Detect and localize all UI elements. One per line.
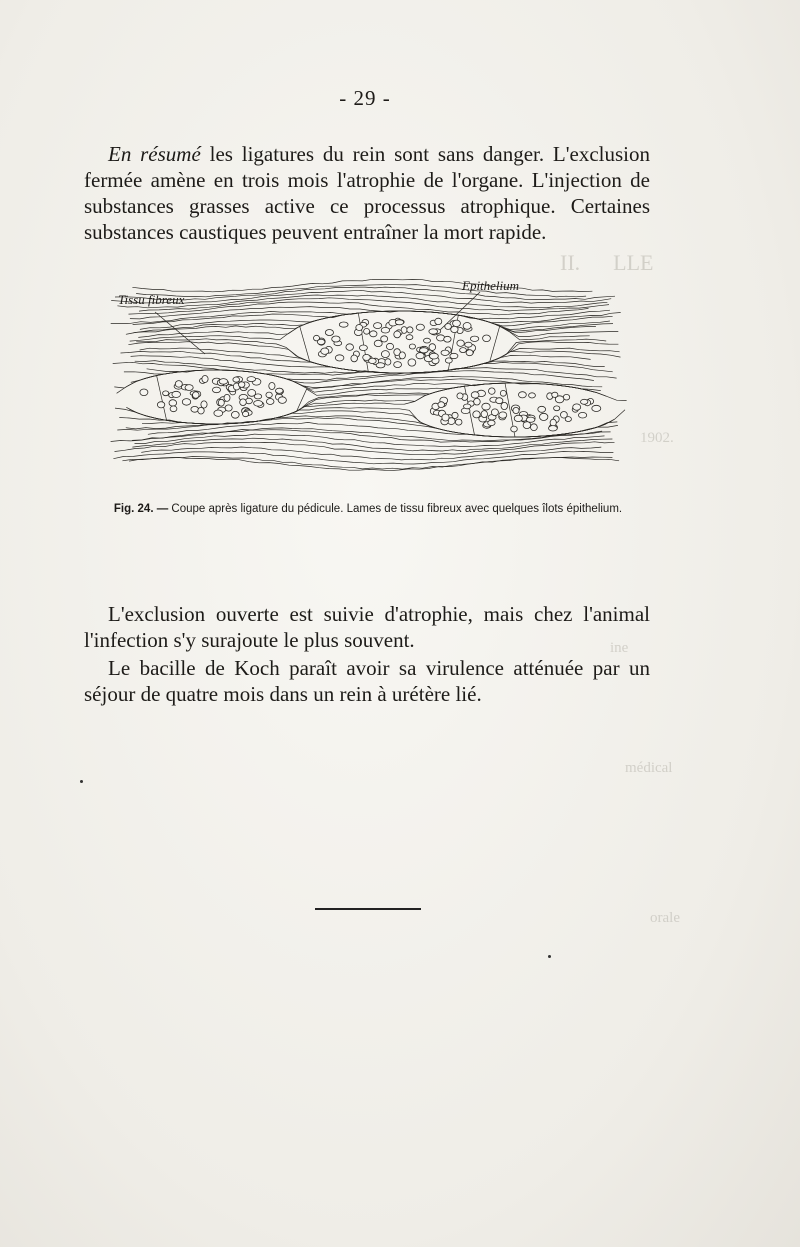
epithelial-cell	[369, 358, 377, 363]
epithelial-cell	[395, 320, 403, 325]
epithelial-cell	[416, 324, 424, 330]
epithelial-cell	[247, 377, 256, 382]
epithelial-cell	[435, 318, 442, 324]
epithelial-cell	[212, 387, 220, 393]
epithelial-cell	[243, 411, 249, 416]
epithelial-cell	[464, 404, 471, 409]
epithelial-cell	[488, 420, 495, 425]
epithelial-cell	[442, 414, 449, 421]
epithelial-cell	[214, 410, 223, 416]
epithelial-cell	[370, 331, 377, 337]
paragraph-resume	[84, 141, 650, 245]
epithelial-cell	[276, 388, 284, 393]
epithelial-cell	[511, 426, 518, 432]
epithelial-cell	[474, 398, 481, 405]
epithelial-cell	[453, 320, 461, 327]
page-number: - 29 -	[339, 86, 391, 110]
epithelial-cell	[381, 351, 389, 358]
epithelial-cell	[351, 355, 358, 362]
epithelial-cell	[540, 413, 548, 420]
show-through-text: orale	[650, 910, 680, 926]
epithelial-cell	[321, 348, 329, 354]
epithelial-cell	[239, 382, 245, 388]
epithelial-cell	[445, 358, 452, 363]
epithelial-cell	[359, 345, 367, 351]
epithelial-cell	[202, 376, 208, 383]
epithelial-cell	[386, 343, 393, 349]
epithelial-cell	[219, 379, 228, 385]
epithelial-cell	[554, 406, 560, 411]
epithelial-cell	[489, 388, 496, 394]
epithelial-cell	[224, 394, 230, 401]
epithelial-cell	[376, 363, 385, 368]
show-through-text: 1902.	[640, 430, 674, 446]
epithelial-cell	[444, 336, 451, 342]
epithelial-cell	[325, 330, 333, 336]
epithelial-cell	[438, 402, 445, 408]
epithelial-cell	[457, 393, 463, 399]
show-through-text: II. LLE	[560, 250, 654, 275]
epithelial-cell	[513, 407, 519, 413]
epithelial-cell	[409, 344, 415, 349]
epithelial-cell	[501, 402, 508, 409]
epithelial-cell	[356, 325, 363, 331]
fiber-line	[117, 295, 607, 308]
epithelial-cell	[170, 406, 177, 412]
paragraph-exclusion: L'exclusion ouverte est suivie d'atrophie, mais chez l'animal l'infection s'y surajoute le plus souvent.	[84, 602, 650, 652]
epithelial-cell	[529, 393, 536, 398]
epithelial-cell	[457, 340, 464, 346]
epithelial-cell	[169, 400, 177, 406]
epithelial-cell	[550, 419, 556, 426]
epithelial-cell	[552, 392, 558, 397]
epithelial-cell	[441, 350, 449, 355]
fiber-line	[113, 451, 613, 464]
epithelial-cell	[399, 352, 405, 359]
epithelial-cells	[140, 318, 601, 432]
epithelial-cell	[573, 404, 581, 410]
label-tissu-fibreux: Tissu fibreux	[118, 292, 185, 307]
emphasis-text: En résumé	[108, 142, 201, 166]
epithelial-cell	[157, 402, 164, 408]
epithelial-cell	[191, 406, 199, 412]
fiber-line	[132, 438, 612, 451]
epithelial-cell	[407, 327, 413, 333]
epithelial-cell	[394, 362, 402, 368]
epithelial-cell	[451, 326, 458, 332]
epithelial-cell	[549, 426, 558, 431]
figure-number: Fig. 24. —	[113, 503, 169, 515]
show-through-text: médical	[625, 760, 673, 776]
epithelial-cell	[254, 394, 261, 399]
epithelial-cell	[231, 411, 239, 418]
fiber-line	[128, 342, 618, 373]
epithelial-cell	[140, 389, 148, 396]
epithelial-cell	[499, 412, 507, 418]
epithelial-cell	[266, 399, 274, 405]
epithelial-cell	[519, 392, 527, 398]
fiber-line	[113, 362, 613, 375]
epithelial-cell	[482, 403, 490, 410]
epithelial-cell	[317, 339, 325, 344]
section-rule	[315, 908, 421, 910]
epithelial-cell	[526, 417, 535, 422]
epithelial-cell	[466, 350, 473, 356]
paragraph-text: les ligatures du rein sont sans danger. L'exclusion fermée amène en trois mois l'atrophie de l'organe. L'injection de substances grasses active ce processus atrophique. Certaines substances caustiques peuvent entraîner la mort rapide.	[84, 142, 651, 244]
epithelial-cell	[201, 401, 207, 408]
show-through-text: ine	[610, 640, 629, 656]
epithelial-cell	[460, 348, 467, 353]
speck	[80, 780, 83, 783]
epithelial-cell	[240, 399, 247, 406]
epithelial-cell	[332, 336, 340, 342]
epithelial-cell	[172, 391, 181, 397]
epithelial-cell	[182, 399, 190, 406]
epithelial-cell	[339, 322, 348, 327]
epithelial-cell	[254, 401, 263, 407]
epithelial-cell	[491, 409, 498, 416]
epithelial-cell	[514, 415, 522, 421]
epithelial-cell	[429, 329, 438, 334]
epithelial-cell	[381, 336, 388, 342]
epithelial-cell	[483, 335, 491, 342]
epithelial-cell	[471, 392, 479, 398]
epithelial-cell	[430, 353, 439, 359]
epithelial-cell	[579, 412, 587, 418]
epithelial-cell	[269, 383, 275, 390]
epithelial-cell	[335, 355, 344, 361]
epithelial-cell	[185, 385, 193, 391]
epithelial-cell	[455, 419, 462, 425]
fiber-line	[142, 370, 602, 387]
figure-caption	[90, 502, 646, 516]
epithelial-cell	[416, 353, 424, 359]
epithelial-cell	[408, 359, 416, 366]
speck	[548, 955, 551, 958]
caption-text: Coupe après ligature du pédicule. Lames de tissu fibreux avec quelques îlots épithelium.	[171, 503, 623, 515]
epithelial-cell	[538, 406, 546, 412]
histology-figure	[110, 272, 630, 472]
epithelial-cell	[193, 392, 200, 399]
epithelial-cell	[364, 328, 370, 334]
epithelial-cell	[463, 323, 471, 330]
fiber-line	[115, 287, 615, 300]
epithelial-cell	[175, 381, 182, 388]
epithelial-cell	[346, 344, 354, 351]
epithelial-cell	[381, 327, 389, 333]
epithelial-cell	[218, 399, 224, 406]
leader-line	[155, 312, 205, 354]
epithelial-cell	[163, 391, 169, 396]
epithelial-cell	[233, 377, 240, 382]
epithelial-cell	[394, 331, 401, 338]
epithelial-cell	[374, 323, 382, 329]
epithelial-cell	[561, 412, 568, 419]
epithelial-cell	[385, 359, 391, 365]
epithelial-cell	[481, 411, 487, 418]
epithelial-cell	[266, 392, 272, 398]
epithelial-cell	[470, 336, 478, 341]
paragraph-koch: Le bacille de Koch paraît avoir sa virulence atténuée par un séjour de quatre mois dans un rein à urétère lié.	[84, 656, 650, 706]
fibrous-tissue-lines	[111, 279, 627, 470]
epithelial-cell	[500, 390, 506, 396]
epithelial-cell	[278, 397, 286, 404]
epithelial-cell	[473, 411, 480, 418]
epithelial-cell	[406, 335, 413, 340]
epithelial-cell	[429, 344, 436, 351]
label-epithelium: Epithelium	[462, 278, 520, 293]
epithelial-cell	[531, 424, 538, 431]
epithelial-cell	[592, 405, 601, 411]
epithelial-cell	[465, 342, 472, 347]
fiber-line	[111, 430, 611, 442]
epithelial-cell	[424, 338, 431, 343]
epithelial-cell	[581, 399, 588, 404]
epithelial-cell	[452, 412, 458, 418]
epithelial-cell	[420, 348, 429, 353]
